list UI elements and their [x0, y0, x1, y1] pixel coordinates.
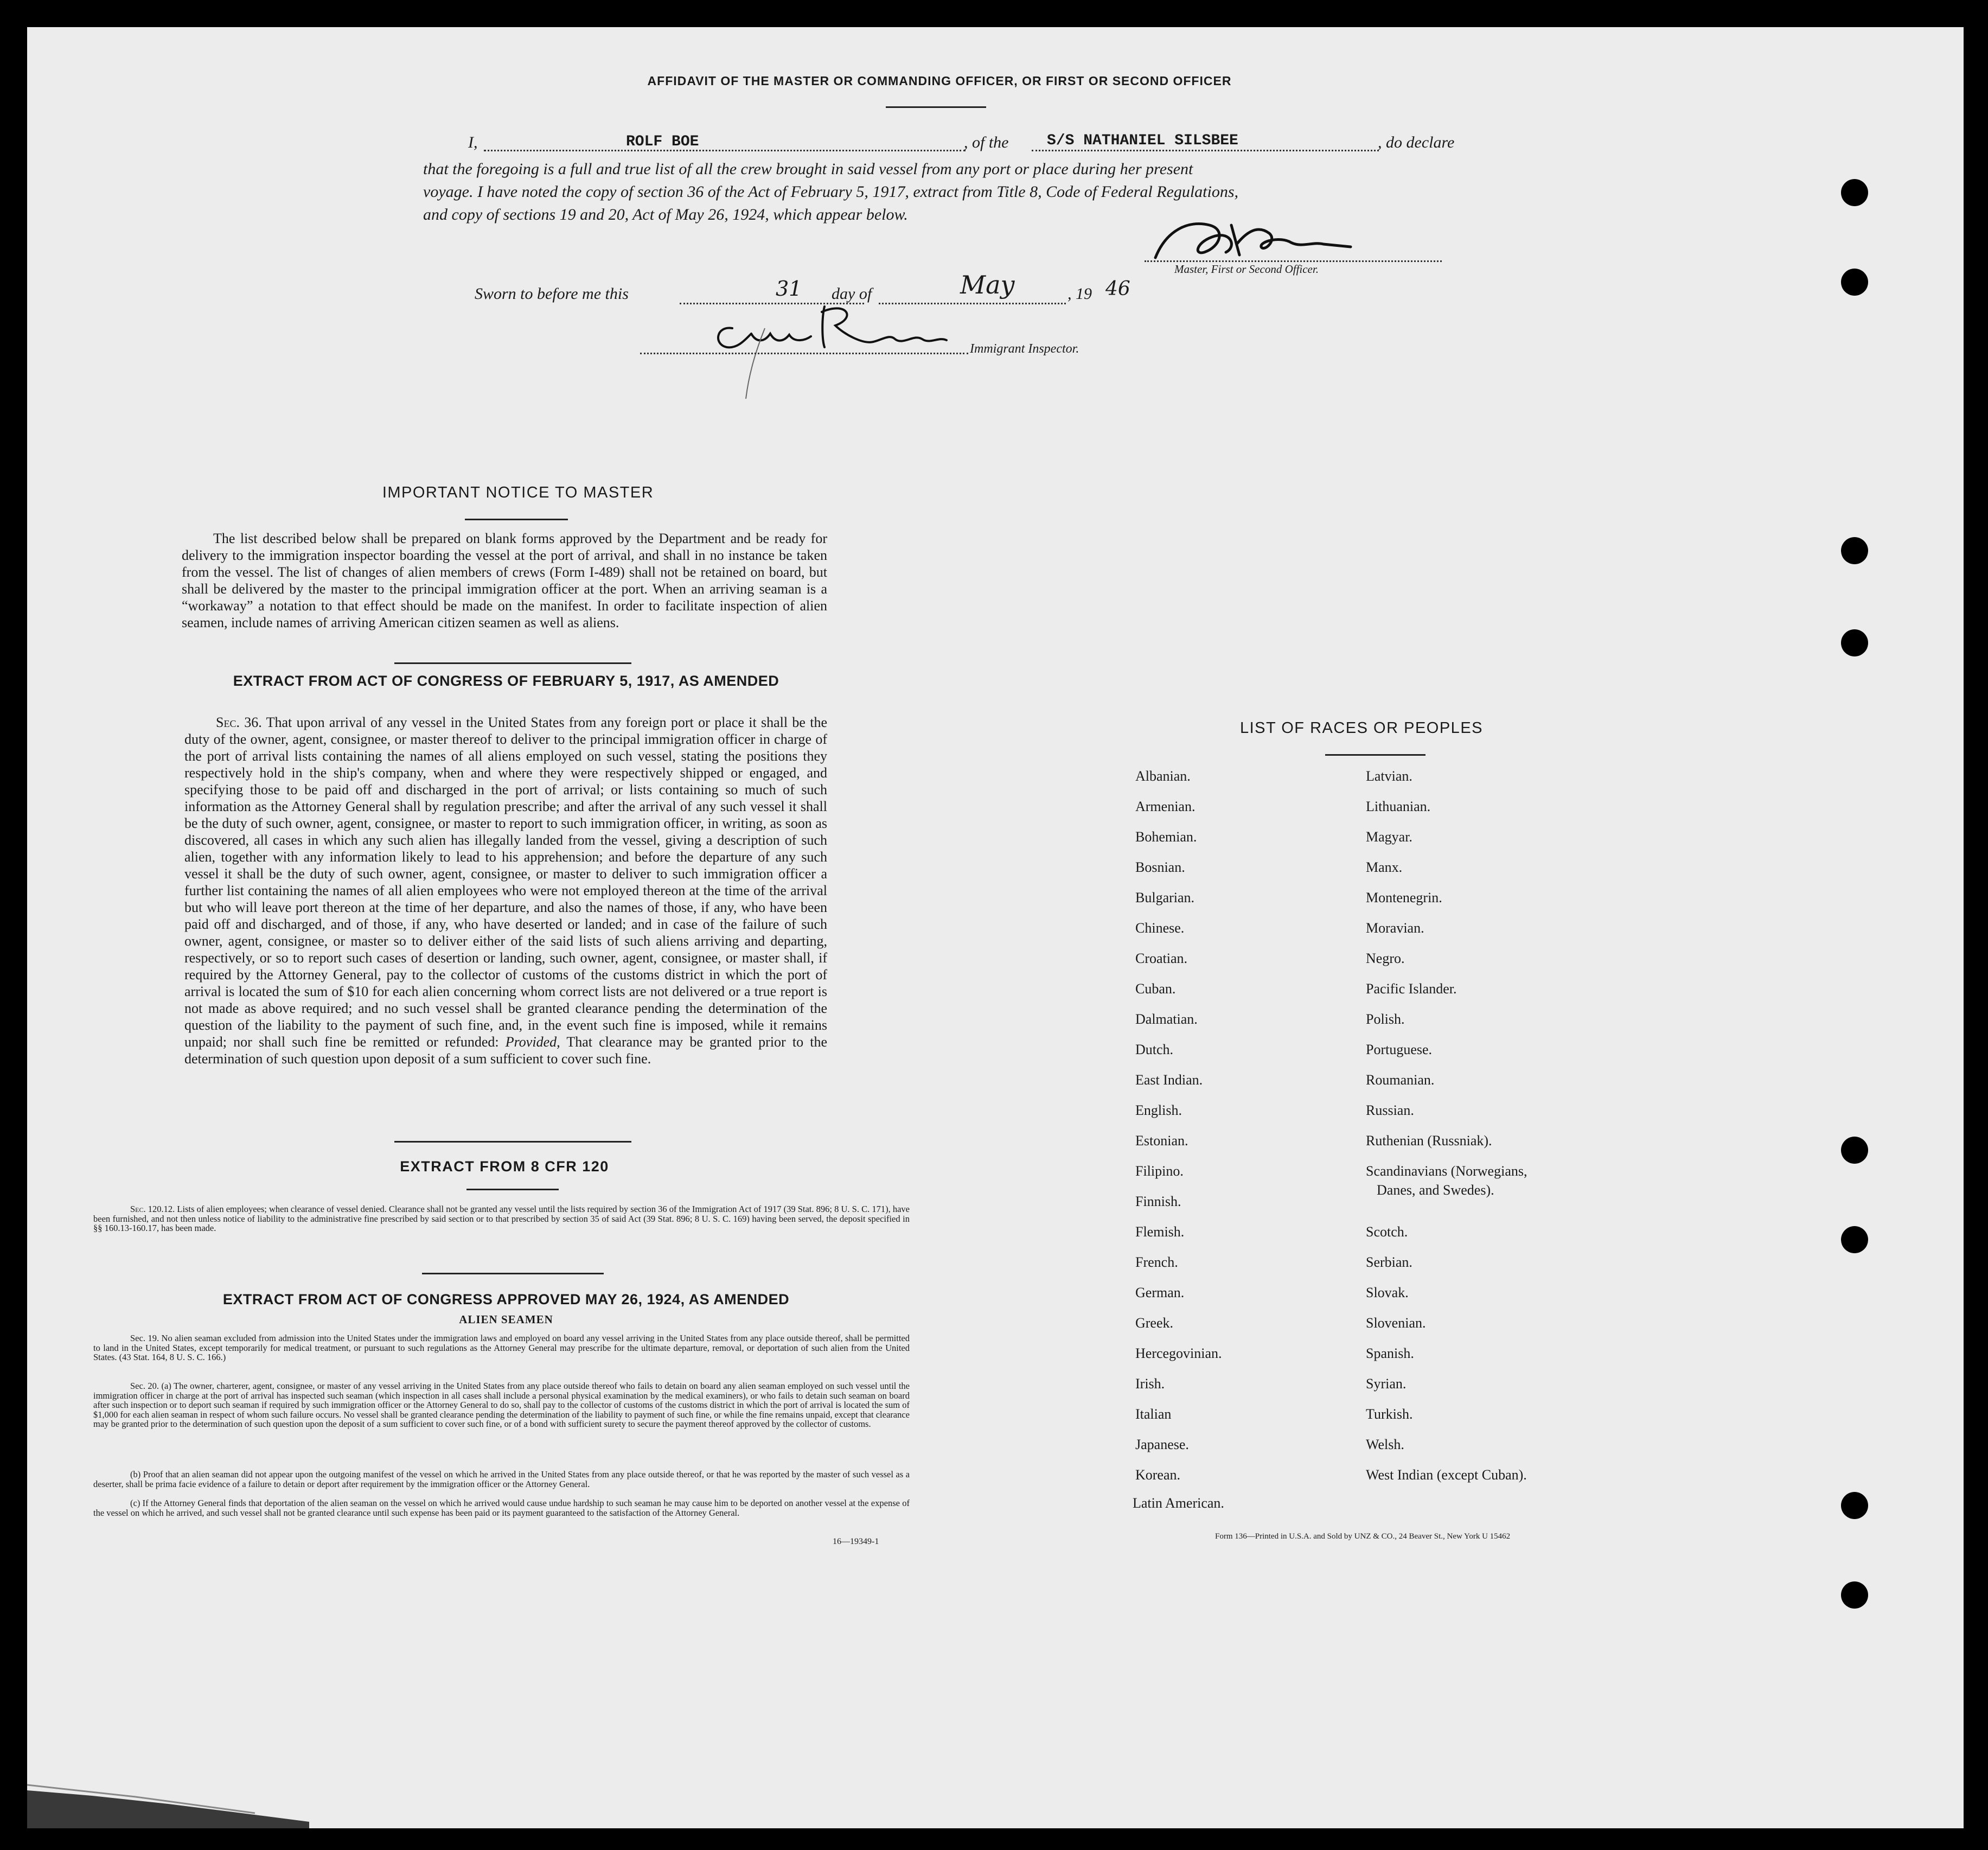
binder-hole: [1841, 179, 1868, 206]
race-item: Korean.: [1135, 1467, 1181, 1483]
binder-hole: [1841, 537, 1868, 564]
binder-hole: [1841, 1226, 1868, 1253]
binder-hole: [1841, 629, 1868, 656]
race-item: Ruthenian (Russniak).: [1366, 1133, 1492, 1149]
race-item: Polish.: [1366, 1011, 1405, 1027]
race-item: Scandinavians (Norwegians,: [1366, 1163, 1527, 1179]
sworn-month: May: [960, 270, 1015, 299]
vessel-name: S/S NATHANIEL SILSBEE: [1047, 132, 1238, 149]
race-item: Pacific Islander.: [1366, 981, 1457, 997]
master-signature-line: [1145, 260, 1442, 262]
sworn-day-of: day of: [832, 285, 872, 303]
document-page: [27, 27, 1964, 1828]
vessel-name-field: [1032, 150, 1379, 151]
divider: [466, 1189, 559, 1190]
race-item: Albanian.: [1135, 768, 1191, 784]
inspector-caption: Immigrant Inspector.: [970, 342, 1079, 356]
race-item: Hercegovinian.: [1135, 1345, 1222, 1361]
race-item: Italian: [1135, 1406, 1172, 1422]
sworn-year-suffix: 46: [1105, 278, 1130, 300]
race-item: West Indian (except Cuban).: [1366, 1467, 1527, 1483]
extract-1924-title: EXTRACT FROM ACT OF CONGRESS APPROVED MAY 26, 1924, AS AMENDED: [222, 1291, 790, 1307]
race-item: Latin American.: [1133, 1495, 1224, 1511]
extract-cfr-body: [93, 1204, 910, 1233]
inspector-signature: [700, 296, 982, 404]
race-item: Turkish.: [1366, 1406, 1413, 1422]
sworn-label: Sworn to before me this: [475, 285, 629, 303]
race-item: Slovenian.: [1366, 1315, 1426, 1331]
race-item: Croatian.: [1135, 950, 1188, 966]
sec-20a-text: Sec. 20. (a) The owner, charterer, agent, consignee, or master of any vessel arriving in the United States from any place outside thereof who fails to detain on board any alien seaman employed on such vessel until the immigration officer in charge at the port of arrival has inspected such seaman (which inspection in all cases shall include a personal physical examination by the medical examiners), or who fails to detain such seaman on board after such inspection or to deport such seaman if required by such immigration officer or the Attorney General to do so, shall pay to the collector of customs of the customs district in which the port of arrival is located the sum of $1,000 for each alien seaman in respect of whom such failure occurs. No vessel shall be granted clearance pending the determination of the liability to payment of such fine, or while the fine remains unpaid, except that clearance may be granted prior to the determination of such question upon the deposit of a sum sufficient to cover such fine, or of a bond with sufficient surety to secure the payment thereof approved by the collector of customs.: [93, 1381, 910, 1429]
race-item: Dutch.: [1135, 1042, 1174, 1057]
binder-hole: [1841, 1137, 1868, 1164]
race-item: Finnish.: [1135, 1194, 1181, 1209]
sec-36-text: That upon arrival of any vessel in the United States from any foreign port or place it shall be the duty of the owner, agent, consignee, or master thereof to deliver to the principal immigration officer in charge of the port of arrival lists containing the names of all aliens employed on such vessel, stating the positions they respectively hold in the ship's company, when and where they were respectively shipped or engaged, and specifying those to be paid off and discharged in the port of arrival; or lists containing so much of such information as the Attorney General shall by regulation prescribe; and after the arrival of any such vessel it shall be the duty of such owner, agent, consignee, or master to report to such immigration officer, in writing, as soon as discovered, all cases in which any such alien has illegally landed from the vessel, giving a description of such alien, together with any information likely to lead to his apprehension; and before the departure of any such vessel it shall be the duty of such owner, agent, consignee, or master to deliver to such immigration officer a further list containing the names of all alien employees who were not employed thereon at the time of the arrival but who will leave port thereon at the time of her departure, and also the names of those, if any, who have been paid off and discharged, and of those, if any, who have deserted or landed; and in case of the failure of such owner, agent, consignee, or master so to deliver either of the said lists of such aliens arriving and departing, respectively, or so to report such cases of desertion or landing, such owner, agent, consignee, or master shall, if required by the Attorney General, pay to the collector of customs of the customs district in which the port of arrival is located the sum of $10 for each alien concerning whom correct lists are not delivered or a true report is not made as above required; and no such vessel shall be granted clearance pending the determination of the question of the liability to the payment of such fine, and, in the event such fine is imposed, while it remains unpaid; nor shall such fine be remitted or refunded:: [184, 715, 828, 1050]
race-item: Magyar.: [1366, 829, 1412, 845]
sec-20b-text: (b) Proof that an alien seaman did not appear upon the outgoing manifest of the vessel on which he arrived in the United States from any place outside thereof, or that he was reported by the master of such vessel as a deserter, shall be prima facie evidence of a failure to detain or deport after requirement by the immigration officer or the Attorney General.: [93, 1469, 910, 1489]
proviso-text: That clearance may be granted prior to the determination of such question upon deposit of a sum sufficient to cover such fine.: [184, 1034, 828, 1067]
race-item: French.: [1135, 1254, 1178, 1270]
race-item: Dalmatian.: [1135, 1011, 1198, 1027]
master-name-field: [484, 150, 966, 151]
race-item: English.: [1135, 1102, 1182, 1118]
race-item: Manx.: [1366, 859, 1403, 875]
binder-hole: [1841, 1581, 1868, 1609]
race-item: Bohemian.: [1135, 829, 1197, 845]
race-item: Moravian.: [1366, 920, 1424, 936]
inspector-signature-line: [640, 353, 968, 354]
race-item: Negro.: [1366, 950, 1405, 966]
affidavit-of-the: , of the: [964, 133, 1009, 151]
extract-1917-title: EXTRACT FROM ACT OF CONGRESS OF FEBRUARY 5, 1917, AS AMENDED: [233, 673, 779, 689]
sec-19-text: Sec. 19. No alien seaman excluded from admission into the United States under the immigration laws and employed on board any vessel arriving in the United States from any place outside thereof, shall be permitted to land in the United States, except temporarily for medical treatment, or pursuant to such regulations as the Attorney General may prescribe for the ultimate departure, removal, or deportation of such alien from the United States. (43 Stat. 164, 8 U. S. C. 166.): [93, 1333, 910, 1362]
divider: [1325, 754, 1426, 756]
divider: [394, 662, 631, 664]
divider: [422, 1273, 604, 1274]
sworn-day: 31: [776, 277, 802, 301]
race-item: Bulgarian.: [1135, 890, 1195, 905]
race-item: Slovak.: [1366, 1285, 1409, 1300]
race-item: Lithuanian.: [1366, 799, 1431, 814]
race-item: Chinese.: [1135, 920, 1185, 936]
race-item: Scotch.: [1366, 1224, 1408, 1240]
notice-title: IMPORTANT NOTICE TO MASTER: [382, 484, 654, 501]
affidavit-statement-line: and copy of sections 19 and 20, Act of May 26, 1924, which appear below.: [423, 206, 908, 224]
master-name: ROLF BOE: [626, 133, 699, 150]
race-item: Roumanian.: [1366, 1072, 1435, 1088]
proviso-word: Provided,: [505, 1034, 560, 1050]
extract-1917-body: [184, 714, 827, 1067]
race-item: Armenian.: [1135, 799, 1196, 814]
extract-cfr-title: EXTRACT FROM 8 CFR 120: [400, 1158, 609, 1175]
race-item: Japanese.: [1135, 1437, 1189, 1452]
notice-body: The list described below shall be prepared on blank forms approved by the Department and be ready for delivery to the immigration inspector boarding the vessel at the port of arrival, and shall in no instance be taken from the vessel. The list of changes of alien members of crews (Form I-489) shall not be retained on board, but shall be delivered by the master to the principal immigration officer at the port. When an arriving seaman is a “workaway” a notation to that effect should be made on the manifest. In order to facilitate inspection of alien seamen, include names of arriving American citizen seamen as well as aliens.: [182, 531, 827, 630]
race-item: Flemish.: [1135, 1224, 1185, 1240]
affidavit-statement-line: voyage. I have noted the copy of section 36 of the Act of February 5, 1917, extract from Title 8, Code of Federal Regulations,: [423, 183, 1239, 201]
race-item: Serbian.: [1366, 1254, 1412, 1270]
race-item: Latvian.: [1366, 768, 1412, 784]
paper-edge-damage: [27, 1779, 309, 1828]
race-item: Montenegrin.: [1366, 890, 1442, 905]
race-item: German.: [1135, 1285, 1185, 1300]
affidavit-title: AFFIDAVIT OF THE MASTER OR COMMANDING OFFICER, OR FIRST OR SECOND OFFICER: [647, 74, 1232, 88]
race-item: Greek.: [1135, 1315, 1174, 1331]
race-item: Cuban.: [1135, 981, 1176, 997]
sworn-year-prefix: , 19: [1067, 285, 1092, 303]
master-caption: Master, First or Second Officer.: [1174, 263, 1319, 276]
print-code: 16—19349-1: [833, 1537, 879, 1546]
divider: [465, 519, 568, 520]
race-item: East Indian.: [1135, 1072, 1203, 1088]
race-item: Spanish.: [1366, 1345, 1414, 1361]
sec-120-12-label: Sec. 120.12.: [130, 1204, 175, 1214]
race-item: Bosnian.: [1135, 859, 1185, 875]
sec-120-12-text: Lists of alien employees; when clearance of vessel denied. Clearance shall not be granted any vessel until the lists required by section 36 of the Immigration Act of 1917 (39 Stat. 896; 8 U. S. C. 171), have been furnished, and not then unless notice of liability to the administrative fine prescribed by said section or to that prescribed by section 35 of said Act (39 Stat. 896; 8 U. S. C. 169) having been served, the deposit specified in §§ 160.13-160.17, has been made.: [93, 1204, 910, 1233]
affidavit-i: I,: [468, 133, 478, 151]
race-item: Welsh.: [1366, 1437, 1404, 1452]
race-item: Portuguese.: [1366, 1042, 1433, 1057]
sec-36-label: Sec. 36.: [216, 715, 262, 730]
race-item: Irish.: [1135, 1376, 1165, 1392]
sec-20c-text: (c) If the Attorney General finds that deportation of the alien seaman on the vessel on which he arrived would cause undue hardship to such seaman he may cause him to be deported on another vessel at the expense of the vessel on which he arrived, and such vessel shall not be granted clearance until such expense has been paid or its payment guaranteed to the satisfaction of the Attorney General.: [93, 1498, 910, 1518]
divider: [394, 1141, 631, 1143]
form-note: Form 136—Printed in U.S.A. and Sold by UNZ & CO., 24 Beaver St., New York U 15462: [1215, 1532, 1511, 1541]
race-item: Syrian.: [1366, 1376, 1407, 1392]
binder-hole: [1841, 269, 1868, 296]
divider: [886, 106, 986, 108]
affidavit-do-declare: , do declare: [1378, 133, 1455, 151]
binder-hole: [1841, 1492, 1868, 1519]
race-item: Danes, and Swedes).: [1377, 1182, 1494, 1198]
race-item: Russian.: [1366, 1102, 1414, 1118]
race-item: Estonian.: [1135, 1133, 1188, 1149]
affidavit-statement-line: that the foregoing is a full and true list of all the crew brought in said vessel from any port or place during her present: [423, 160, 1193, 178]
extract-1924-subtitle: ALIEN SEAMEN: [459, 1313, 553, 1326]
races-title: LIST OF RACES OR PEOPLES: [1239, 719, 1484, 737]
race-item: Filipino.: [1135, 1163, 1184, 1179]
